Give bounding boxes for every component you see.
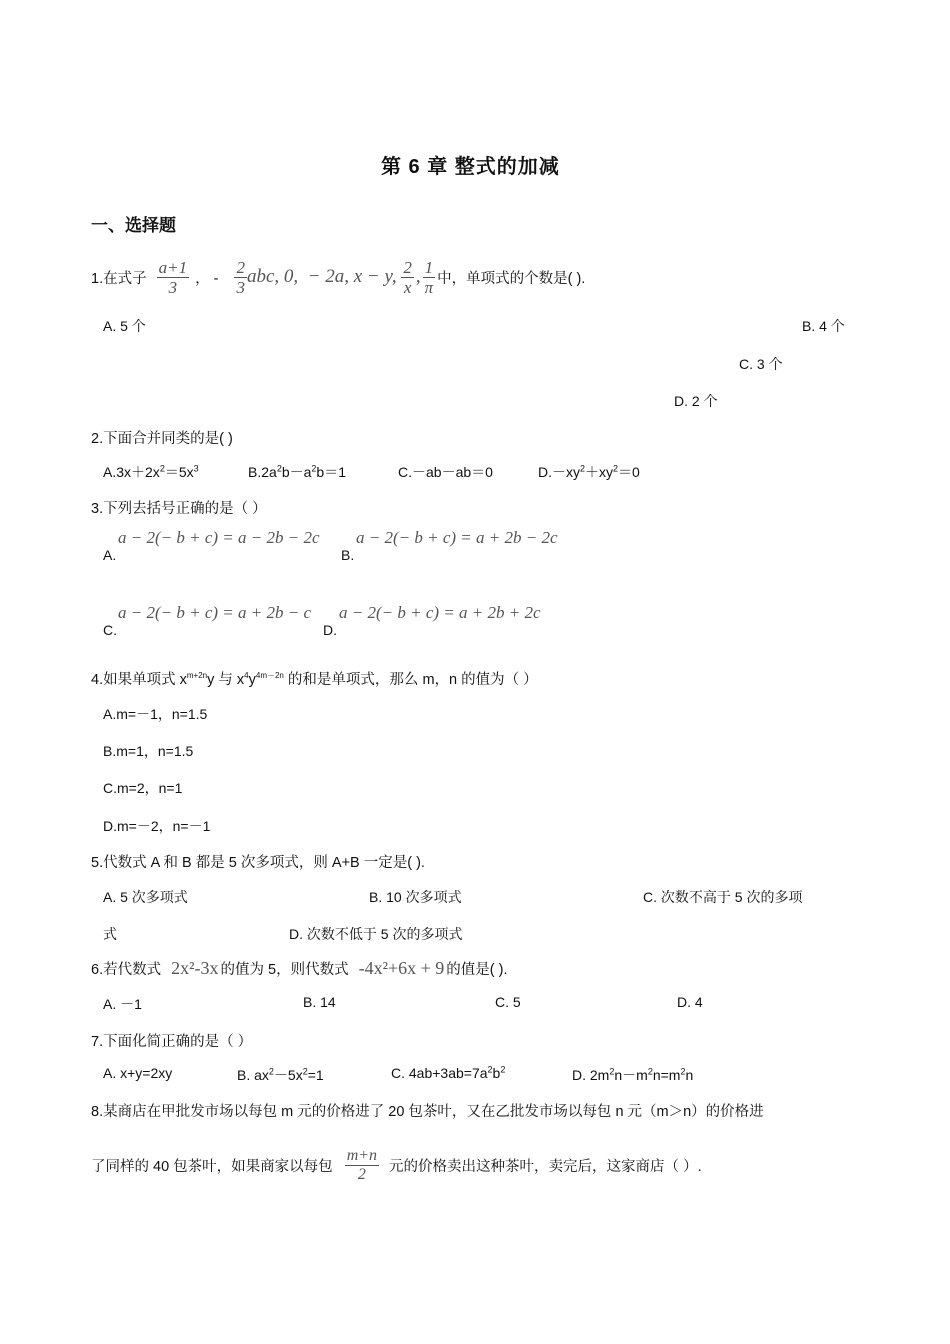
q5-option-a[interactable]: A. 5 次多项式 — [103, 889, 188, 905]
q3-expression-c: a − 2(− b + c) = a + 2b − c — [118, 603, 311, 622]
q3-expression-b: a − 2(− b + c) = a + 2b − 2c — [356, 528, 558, 547]
q5-option-d[interactable]: D. 次数不低于 5 次的多项式 — [289, 926, 463, 942]
q1-option-c[interactable]: C. 3 个 — [739, 356, 783, 372]
question-6-stem: 6.若代数式 2x²-3x 的值为 5，则代数式 -4x²+6x + 9 的值是( ). — [91, 957, 508, 978]
q6-option-b[interactable]: B. 14 — [303, 994, 336, 1010]
q6-option-d[interactable]: D. 4 — [677, 994, 703, 1010]
question-1-stem — [91, 252, 585, 302]
q6-option-c[interactable]: C. 5 — [495, 994, 521, 1010]
q6-expression-2: -4x²+6x + 9 — [358, 957, 445, 978]
q3-expression-a: a − 2(− b + c) = a − 2b − 2c — [118, 528, 320, 547]
q1-lead: 1.在式子 — [91, 270, 147, 287]
q6-expression-1: 2x²-3x — [171, 957, 219, 978]
q6-option-a[interactable]: A. －1 — [103, 996, 142, 1012]
q1-option-a[interactable]: A. 5 个 — [103, 318, 146, 334]
q1-fraction-2: $\frac{2}{3}$ — [236, 257, 245, 297]
question-7-stem: 7.下面化简正确的是（ ） — [91, 1034, 253, 1050]
q5-option-c-continued: 式 — [103, 926, 117, 942]
q4-option-a[interactable]: A.m=－1，n=1.5 — [103, 706, 208, 722]
q1-expression: abc, 0, − 2a, x − y, — [246, 266, 402, 287]
question-5-stem: 5.代数式 A 和 B 都是 5 次多项式，则 A+B 一定是( ). — [91, 855, 425, 871]
q1-option-b[interactable]: B. 4 个 — [802, 318, 845, 334]
q2-option-c[interactable]: C.－ab－ab＝0 — [398, 464, 493, 480]
q1-fraction-1: $\frac{a+1}{3}$ — [158, 257, 188, 297]
section-heading: 一、选择题 — [91, 216, 176, 235]
q7-option-a[interactable]: A. x+y=2xy — [103, 1065, 173, 1081]
q7-option-c[interactable]: C. $4ab+3ab=7a^2b^2$ — [391, 1064, 506, 1081]
q3-option-d[interactable]: D. — [323, 622, 337, 638]
question-2-stem: 2.下面合并同类的是( ) — [91, 431, 233, 447]
q1-option-d[interactable]: D. 2 个 — [674, 393, 718, 409]
q5-option-b[interactable]: B. 10 次多项式 — [369, 889, 462, 905]
q1-comma-2: , — [415, 266, 421, 287]
q1-fraction-3: $\frac{2}{x}$ — [403, 257, 412, 297]
q4-option-d[interactable]: D.m=－2，n=－1 — [103, 818, 211, 834]
q1-comma: ， - — [195, 270, 219, 287]
question-8-line-2: 了同样的 40 包茶叶，如果商家以每包 $\frac{m+n}{2}$ 元的价格卖出这种茶叶，卖完后，这家商店（ ）. — [91, 1146, 702, 1183]
q5-option-c[interactable]: C. 次数不高于 5 次的多项 — [643, 889, 803, 905]
q7-option-b[interactable]: B. $ax^2-5x^2=1$ — [237, 1066, 324, 1083]
q1-fraction-4: $\frac{1}{\pi}$ — [424, 257, 434, 297]
q3-option-c[interactable]: C. — [103, 622, 117, 638]
q2-option-a[interactable]: $A.3x+2x^2=5x^3$ — [103, 463, 199, 480]
question-8-line-1: 8.某商店在甲批发市场以每包 m 元的价格进了 20 包茶叶，又在乙批发市场以每包 n 元（m＞n）的价格进 — [91, 1104, 764, 1120]
q8-fraction: $\frac{m+n}{2}$ — [346, 1146, 378, 1183]
q3-option-a[interactable]: A. — [103, 547, 117, 563]
q2-option-b[interactable]: $B.2a^2b-a^2b=1$ — [248, 463, 346, 480]
q7-option-d[interactable]: D. $2m^2n-m^2n=m^2n$ — [572, 1066, 694, 1083]
q1-tail: 中，单项式的个数是( ). — [437, 270, 586, 287]
q4-option-c[interactable]: C.m=2，n=1 — [103, 780, 183, 796]
question-4-stem: 4.如果单项式 $x^{m+2n}y$ 与 $x^4y^{4m-2n}$ 的和是单项式，那么 m，n 的值为（ ） — [91, 671, 538, 688]
q4-option-b[interactable]: B.m=1，n=1.5 — [103, 743, 194, 759]
q3-option-b[interactable]: B. — [341, 547, 355, 563]
question-3-stem: 3.下列去括号正确的是（ ） — [91, 501, 267, 517]
q2-option-d[interactable]: $D.-xy^2+xy^2=0$ — [538, 463, 640, 480]
page-title: 第 6 章 整式的加减 — [381, 156, 560, 178]
q3-expression-d: a − 2(− b + c) = a + 2b + 2c — [339, 603, 541, 622]
